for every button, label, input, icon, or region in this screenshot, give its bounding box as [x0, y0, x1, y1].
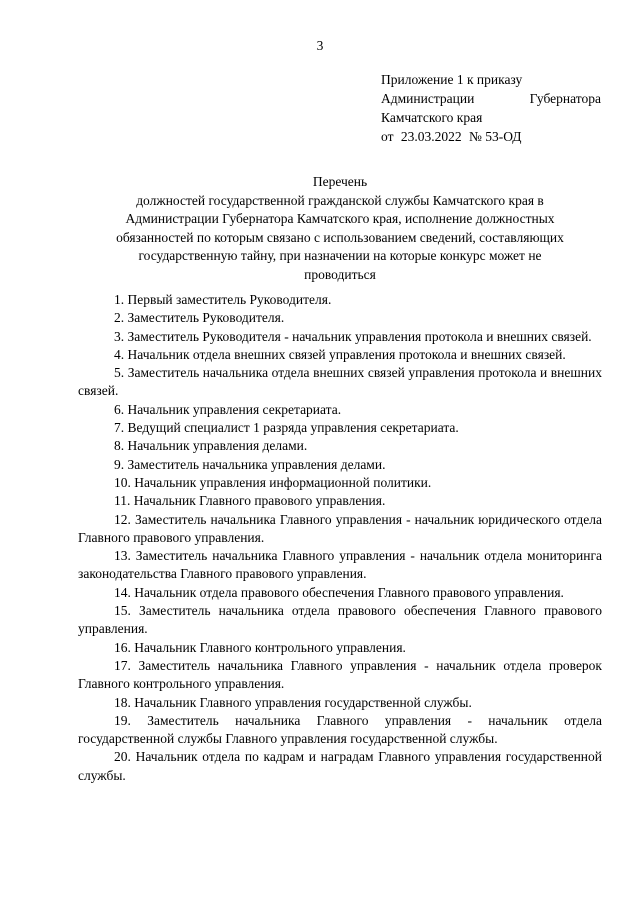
annex-date-line — [381, 127, 601, 146]
annex-line-1: Приложение 1 к приказу — [381, 72, 523, 87]
list-item: 6. Начальник управления секретариата. — [114, 401, 342, 417]
annex-date: 23.03.2022 — [400, 129, 462, 144]
annex-line-2-right: Губернатора — [529, 91, 601, 106]
document-title — [80, 173, 600, 284]
title-heading: Перечень — [312, 174, 368, 189]
annex-line-2-left: Администрации — [381, 91, 475, 106]
title-line-3: обязанностей по которым связано с использованием сведений, составляющих — [116, 229, 564, 245]
list-item: 18. Начальник Главного управления государственной службы. — [114, 694, 472, 710]
list-item: 4. Начальник отдела внешних связей управления протокола и внешних связей. — [114, 346, 566, 362]
list-item: 16. Начальник Главного контрольного управления. — [114, 639, 406, 655]
list-item: 8. Начальник управления делами. — [114, 438, 308, 454]
title-line-1: должностей государственной гражданской службы Камчатского края в — [136, 192, 544, 208]
list-item: 13. Заместитель начальника Главного управления - начальник отдела мониторинга законодательства Главного правового управления. — [78, 548, 602, 582]
list-item: 15. Заместитель начальника отдела правового обеспечения Главного правового управления. — [78, 603, 602, 637]
title-line-5: проводиться — [304, 266, 376, 282]
list-item: 1. Первый заместитель Руководителя. — [114, 292, 332, 307]
page-number: 3 — [316, 38, 324, 53]
list-item: 9. Заместитель начальника управления делами. — [114, 456, 386, 472]
annex-date-prefix: от — [381, 129, 394, 144]
list-item: 17. Заместитель начальника Главного управления - начальник отдела проверок Главного контрольного управления. — [78, 657, 602, 692]
list-item: 7. Ведущий специалист 1 разряда управления секретариата. — [114, 420, 459, 436]
annex-number: № 53-ОД — [468, 129, 522, 144]
list-item: 20. Начальник отдела по кадрам и наградам Главного управления государственной службы. — [78, 749, 602, 783]
list-item: 11. Начальник Главного правового управления. — [114, 493, 386, 509]
list-item: 14. Начальник отдела правового обеспечения Главного правового управления. — [114, 584, 564, 600]
list-item: 3. Заместитель Руководителя - начальник управления протокола и внешних связей. — [114, 328, 592, 344]
list-item: 2. Заместитель Руководителя. — [114, 310, 285, 326]
title-line-2: Администрации Губернатора Камчатского края, исполнение должностных — [125, 211, 555, 226]
list-item: 12. Заместитель начальника Главного управления - начальник юридического отдела Главного правового управления. — [78, 511, 602, 545]
title-line-4: государственную тайну, при назначении на которые конкурс может не — [138, 248, 542, 263]
annex-line-3: Камчатского края — [381, 110, 483, 125]
positions-list — [78, 291, 602, 785]
annex-header — [381, 70, 601, 146]
list-item: 5. Заместитель начальника отдела внешних связей управления протокола и внешних связей. — [78, 365, 602, 399]
list-item: 10. Начальник управления информационной политики. — [114, 474, 432, 490]
annex-line-2 — [381, 89, 601, 108]
list-item: 19. Заместитель начальника Главного управления - начальник отдела государственной службы Главного управления государственной службы. — [78, 712, 602, 747]
